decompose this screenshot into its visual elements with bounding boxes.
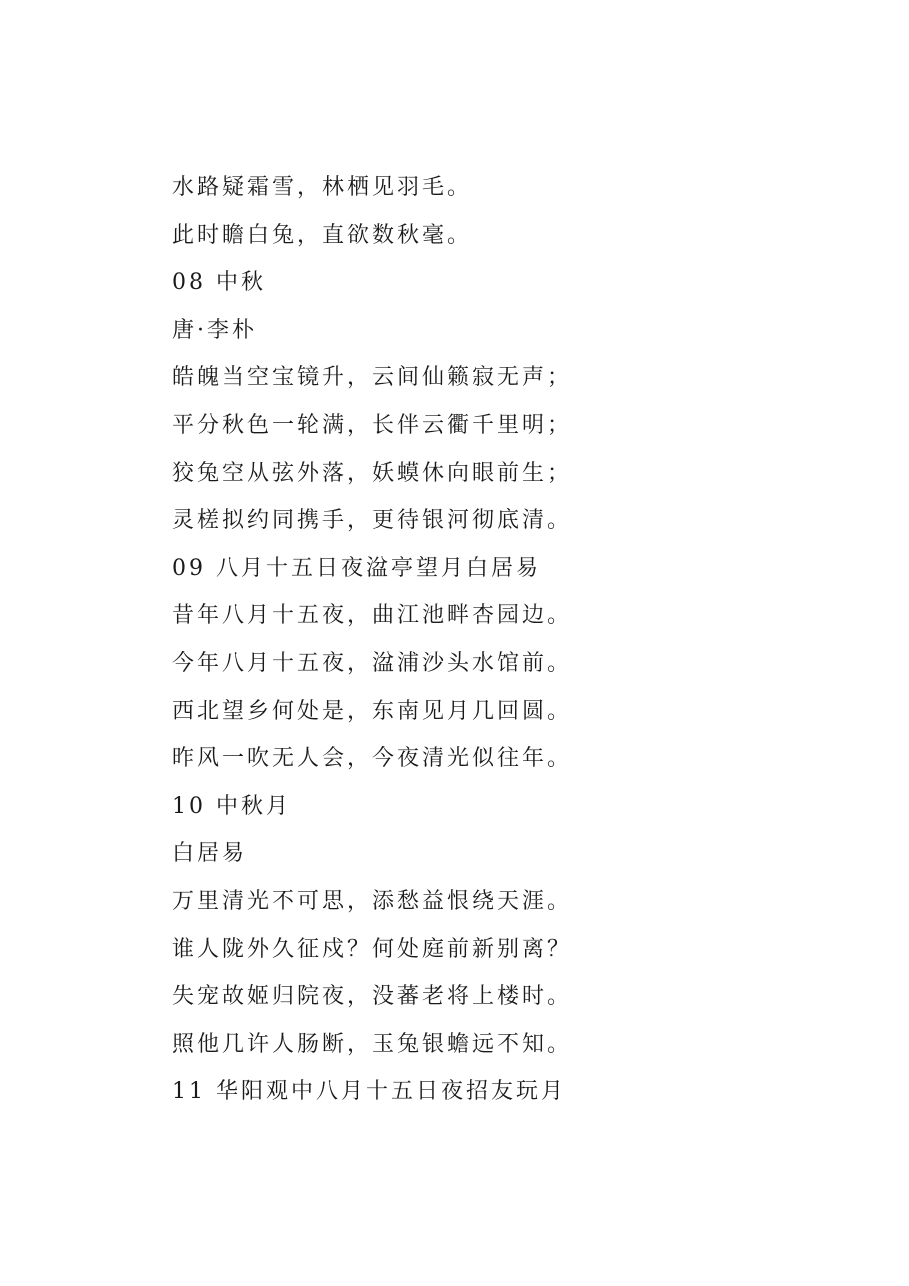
poem-line: 昨风一吹无人会，今夜清光似往年。 [172, 746, 573, 772]
poem-line: 谁人陇外久征戍？何处庭前新别离？ [172, 936, 573, 962]
poem-line: 西北望乡何处是，东南见月几回圆。 [172, 698, 573, 724]
poem-title: 09 八月十五日夜湓亭望月白居易 [172, 555, 541, 581]
poem-line: 平分秋色一轮满，长伴云衢千里明； [172, 412, 573, 438]
poem-line: 灵槎拟约同携手，更待银河彻底清。 [172, 508, 573, 534]
poem-line: 此时瞻白兔，直欲数秋毫。 [172, 222, 473, 248]
poem-line: 水路疑霜雪，林栖见羽毛。 [172, 175, 473, 200]
poem-title: 08 中秋 [172, 270, 266, 296]
poem-line: 皓魄当空宝镜升，云间仙籁寂无声； [172, 365, 573, 391]
poem-line: 狡兔空从弦外落，妖蟆休向眼前生； [172, 460, 573, 486]
poem-title: 10 中秋月 [172, 793, 291, 819]
poem-line: 照他几许人肠断，玉兔银蟾远不知。 [172, 1031, 573, 1057]
poem-text-block [172, 164, 872, 1116]
poem-line: 今年八月十五夜，湓浦沙头水馆前。 [172, 650, 573, 676]
poem-line: 万里清光不可思，添愁益恨绕天涯。 [172, 888, 573, 914]
poem-title: 11 华阳观中八月十五日夜招友玩月 [172, 1079, 566, 1105]
poem-author: 白居易 [172, 841, 248, 867]
poem-line: 昔年八月十五夜，曲江池畔杏园边。 [172, 603, 573, 629]
poem-author: 唐·李朴 [172, 317, 257, 343]
poem-line: 失宠故姬归院夜，没蕃老将上楼时。 [172, 984, 573, 1010]
